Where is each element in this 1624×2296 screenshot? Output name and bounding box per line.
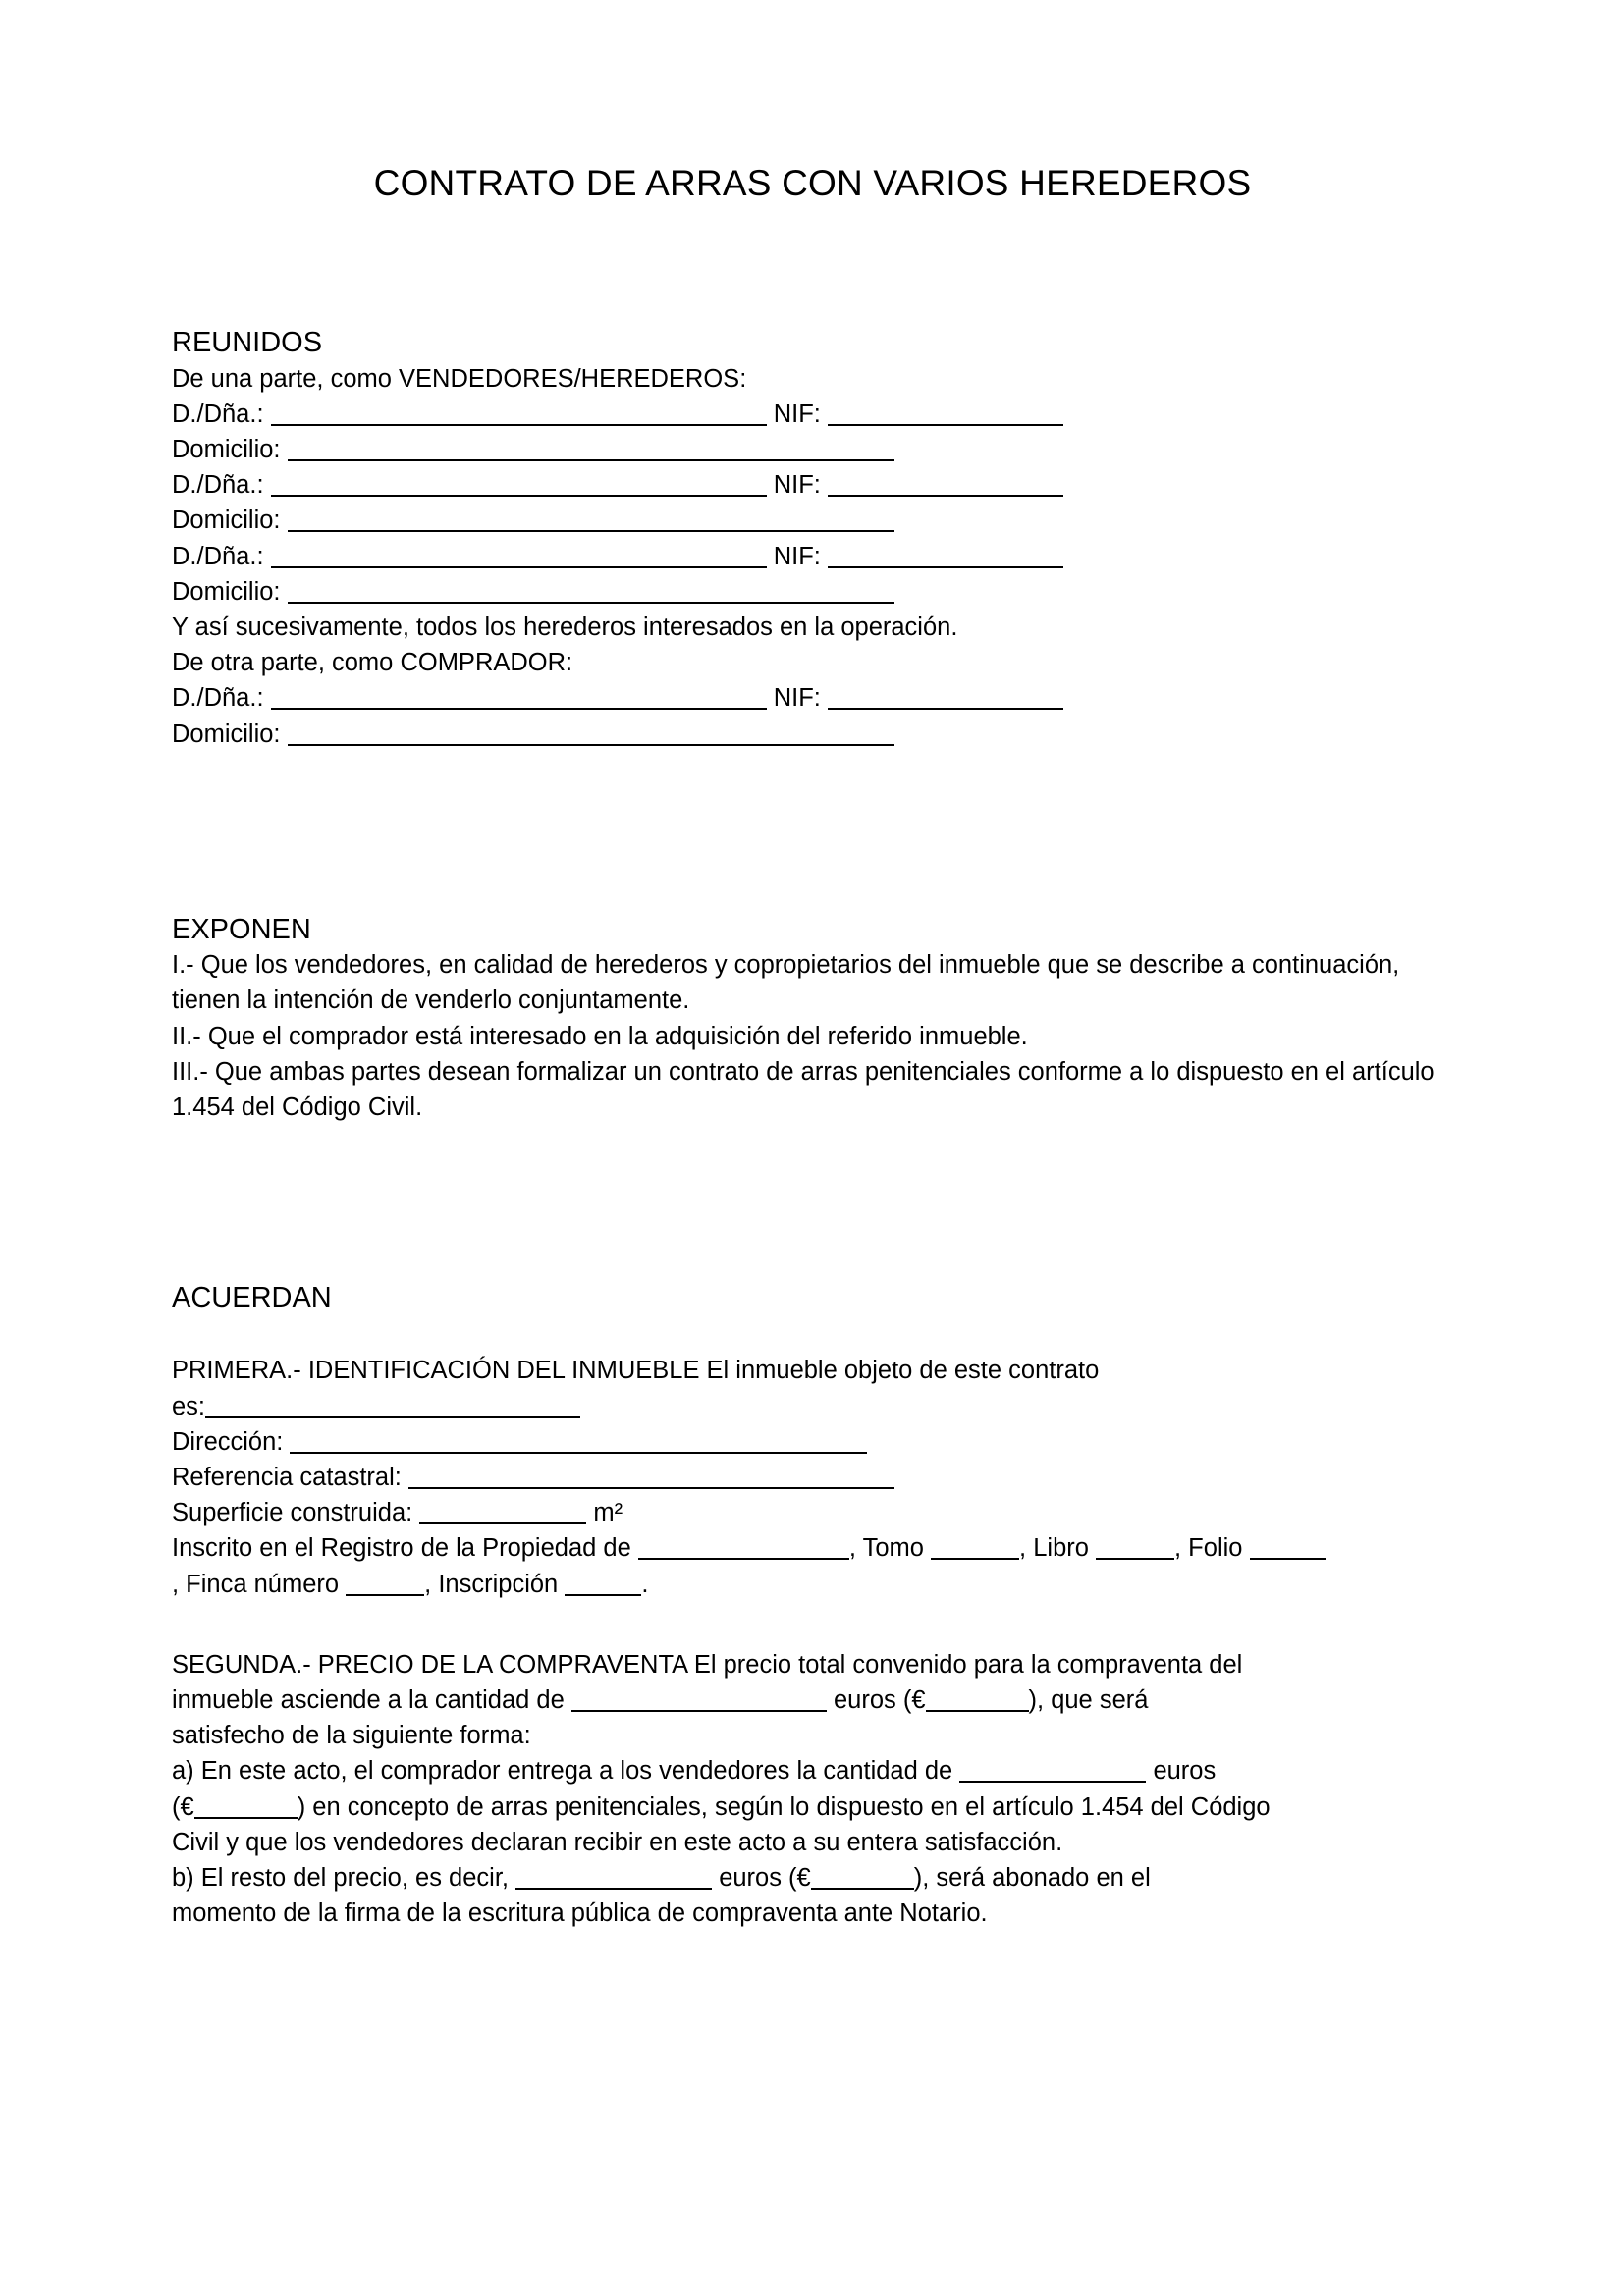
precio-euros-label: euros (€ [833,1686,926,1715]
precio-total-field[interactable] [571,1691,827,1712]
direccion-field[interactable] [290,1433,867,1454]
segunda-intro: SEGUNDA.- PRECIO DE LA COMPRAVENTA El precio total convenido para la compraventa del [172,1650,1243,1679]
seller-1-name-line [172,397,1453,432]
arras-cifra-field[interactable] [194,1798,298,1819]
label-domicilio: Domicilio: [172,507,281,535]
exponen-item-2: II.- Que el comprador está interesado en la adquisición del referido inmueble. [172,1022,1028,1050]
page-title: CONTRATO DE ARRAS CON VARIOS HEREDEROS [373,163,1252,203]
segunda-item-a-line3: Civil y que los vendedores declaran recibir en este acto a su entera satisfacción. [172,1828,1063,1856]
arras-importe-field[interactable] [959,1762,1146,1783]
label-folio: , Folio [1174,1534,1243,1563]
seller-2-name-line [172,467,1453,503]
label-nif: NIF: [773,400,821,428]
arras-prefix: a) En este acto, el comprador entrega a los vendedores la cantidad de [172,1757,953,1786]
buyer-name-field[interactable] [271,689,767,710]
section-heading-acuerdan: ACUERDAN [172,1282,332,1314]
tomo-field[interactable] [931,1539,1019,1560]
exponen-item-1: I.- Que los vendedores, en calidad de herederos y copropietarios del inmueble que se describe a continuación, tienen la intención de venderlo conjuntamente. [172,951,1400,1015]
seller-1-name-field[interactable] [271,405,767,426]
registro-prefix: Inscrito en el Registro de la Propiedad de [172,1534,631,1563]
resto-cifra-field[interactable] [811,1869,914,1890]
segunda-item-b-line1 [172,1860,1453,1896]
primera-intro: PRIMERA.- IDENTIFICACIÓN DEL INMUEBLE El inmueble objeto de este contrato [172,1357,1100,1385]
label-inscripcion: , Inscripción [424,1570,559,1598]
label-libro: , Libro [1019,1534,1089,1563]
seller-1-domicilio-field[interactable] [288,441,894,461]
primera-superficie-line [172,1495,1453,1530]
unit-metros-cuadrados: m² [593,1499,623,1527]
seller-3-name-line [172,539,1453,574]
segunda-precio-line [172,1682,1453,1718]
label-superficie: Superficie construida: [172,1499,413,1527]
primera-direccion-line [172,1424,1453,1460]
buyer-name-line [172,680,1453,716]
label-tomo: , Tomo [848,1534,924,1563]
primera-registro-line [172,1530,1453,1601]
label-domicilio: Domicilio: [172,436,281,464]
seller-3-nif-field[interactable] [828,548,1063,568]
document-content [172,0,1453,1931]
arras-euros-label: euros [1153,1757,1217,1786]
buyer-intro: De otra parte, como COMPRADOR: [172,649,573,677]
buyer-domicilio-field[interactable] [288,725,894,746]
precio-prefix: inmueble asciende a la cantidad de [172,1686,565,1715]
label-finca: , Finca número [172,1570,340,1598]
label-name: D./Dña.: [172,684,264,713]
segunda-item-a-line2 [172,1789,1453,1825]
registro-propiedad-field[interactable] [638,1539,849,1560]
seller-3-domicilio-line [172,574,1453,610]
label-nif: NIF: [773,542,821,570]
buyer-domicilio-line [172,717,1453,752]
arras-cifra-rest: ) en concepto de arras penitenciales, según lo dispuesto en el artículo 1.454 del Código [297,1792,1271,1821]
folio-field[interactable] [1250,1539,1326,1560]
exponen-item-3: III.- Que ambas partes desean formalizar un contrato de arras penitenciales conforme a lo dispuesto en el artículo 1.454 del Código Civil. [172,1057,1435,1121]
primera-es-line [172,1389,1453,1424]
segunda-item-b-line2: momento de la firma de la escritura pública de compraventa ante Notario. [172,1899,988,1928]
superficie-field[interactable] [419,1504,586,1524]
label-es: es: [172,1392,206,1420]
seller-2-name-field[interactable] [271,476,767,497]
label-nif: NIF: [773,684,821,713]
resto-suffix: ), será abonado en el [913,1864,1151,1893]
seller-3-domicilio-field[interactable] [288,583,894,604]
seller-1-domicilio-line [172,432,1453,467]
label-domicilio: Domicilio: [172,577,281,606]
resto-euros-label: euros (€ [719,1864,811,1893]
section-heading-exponen: EXPONEN [172,913,311,945]
buyer-nif-field[interactable] [828,689,1063,710]
resto-importe-field[interactable] [515,1869,712,1890]
inscripcion-field[interactable] [565,1575,641,1596]
sellers-intro: De una parte, como VENDEDORES/HEREDEROS: [172,364,747,393]
section-heading-reunidos: REUNIDOS [172,327,323,359]
libro-field[interactable] [1096,1539,1174,1560]
arras-cifra-open: (€ [172,1792,194,1821]
seller-2-domicilio-field[interactable] [288,511,894,532]
heirs-note: Y así sucesivamente, todos los herederos interesados en la operación. [172,614,958,642]
segunda-forma-pago: satisfecho de la siguiente forma: [172,1722,531,1750]
label-referencia-catastral: Referencia catastral: [172,1464,402,1491]
resto-prefix: b) El resto del precio, es decir, [172,1864,509,1893]
primera-referencia-line [172,1460,1453,1495]
clause-segunda [172,1647,1453,1932]
precio-suffix: ), que será [1028,1686,1149,1715]
clause-primera [172,1353,1453,1601]
label-direccion: Dirección: [172,1427,284,1456]
seller-2-nif-field[interactable] [828,476,1063,497]
referencia-catastral-field[interactable] [408,1468,894,1489]
seller-1-nif-field[interactable] [828,405,1063,426]
inmueble-descripcion-field[interactable] [205,1398,580,1418]
seller-3-name-field[interactable] [271,548,767,568]
label-name: D./Dña.: [172,471,264,500]
label-name: D./Dña.: [172,542,264,570]
precio-total-cifra-field[interactable] [926,1691,1029,1712]
label-nif: NIF: [773,471,821,500]
finca-field[interactable] [346,1575,424,1596]
seller-2-domicilio-line [172,503,1453,538]
registro-end: . [641,1570,649,1598]
segunda-item-a-line1 [172,1753,1453,1789]
label-domicilio: Domicilio: [172,720,281,748]
label-name: D./Dña.: [172,400,264,428]
